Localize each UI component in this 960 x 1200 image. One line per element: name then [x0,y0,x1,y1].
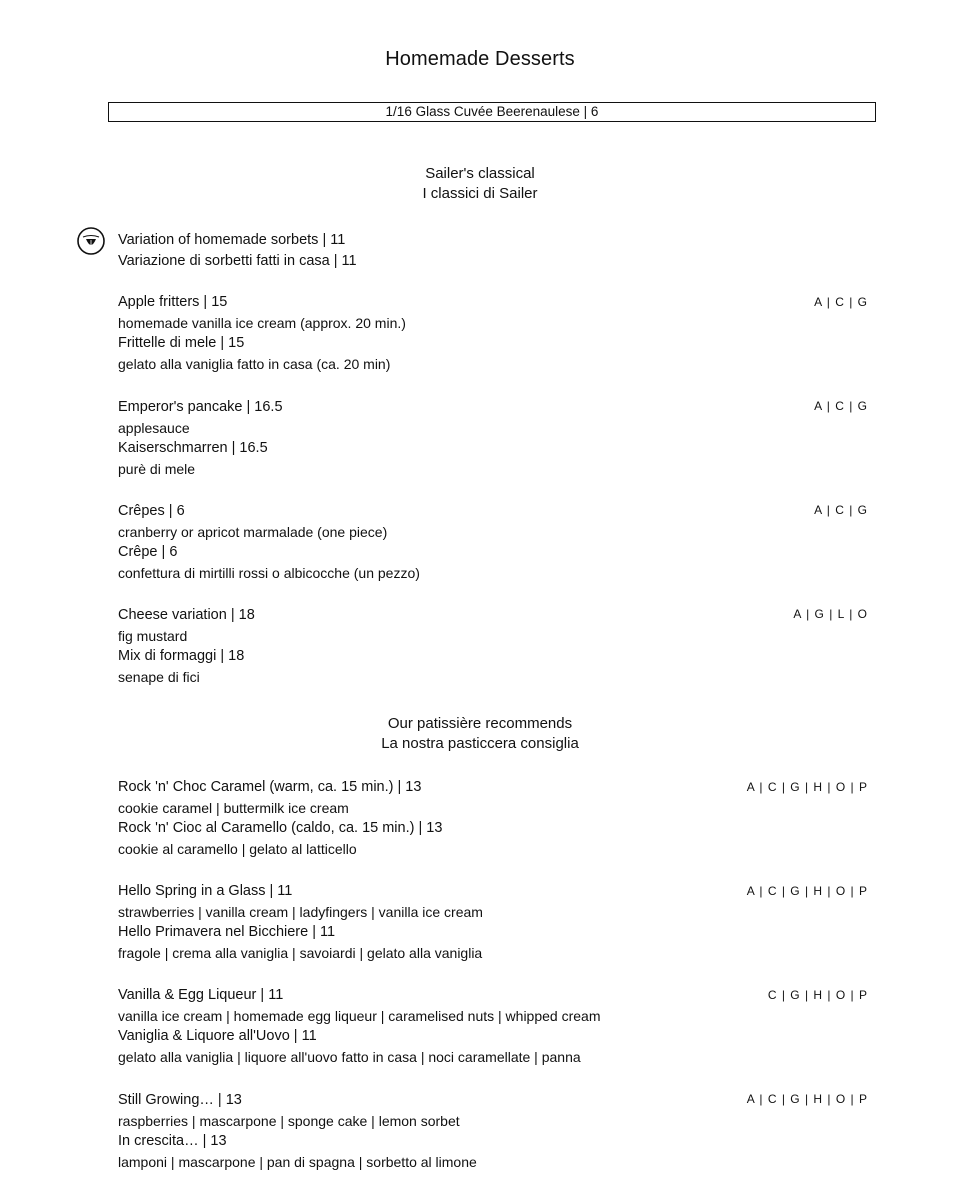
allergen-codes: A | G | L | O [793,607,868,621]
menu-item-emperors-pancake [118,397,868,479]
item-desc-en: cranberry or apricot marmalade (one piece) [118,523,388,540]
allergen-codes: A | C | G [814,503,868,517]
page-title: Homemade Desserts [385,48,575,70]
item-desc-it: confettura di mirtilli rossi o albicocche (un pezzo) [118,564,420,581]
item-name-en: Apple fritters | 15 [118,294,228,310]
item-name-en: Still Growing… | 13 [118,1092,242,1108]
item-desc-en: fig mustard [118,627,188,644]
wine-pairing-box: 1/16 Glass Cuvée Beerenaulese | 6 [108,102,876,122]
item-desc-it: gelato alla vaniglia fatto in casa (ca. 20 min) [118,355,391,372]
item-name-it: Frittelle di mele | 15 [118,335,245,351]
item-desc-it: fragole | crema alla vaniglia | savoiardi | gelato alla vaniglia [118,944,483,961]
item-desc-en: applesauce [118,419,190,436]
menu-item-vanilla-egg-liqueur [118,985,868,1067]
menu-item-apple-fritters [118,292,868,374]
vegan-leaf-icon [76,226,106,256]
allergen-codes: A | C | G | H | O | P [746,780,868,794]
allergen-codes: A | C | G [814,399,868,413]
item-name-it: Crêpe | 6 [118,544,178,560]
item-desc-en: raspberries | mascarpone | sponge cake | lemon sorbet [118,1112,460,1129]
item-name-it: Rock 'n' Cioc al Caramello (caldo, ca. 15 min.) | 13 [118,820,443,836]
allergen-codes: C | G | H | O | P [767,988,868,1002]
allergen-codes: A | C | G [814,295,868,309]
item-desc-en: cookie caramel | buttermilk ice cream [118,799,349,816]
item-name-en: Emperor's pancake | 16.5 [118,399,283,415]
section-heading-it: I classici di Sailer [422,185,538,202]
section-heading-en: Sailer's classical [425,165,535,182]
item-name-it: Mix di formaggi | 18 [118,648,245,664]
menu-item-sorbets [118,230,868,271]
item-name-it: Variazione di sorbetti fatti in casa | 11 [118,252,357,269]
item-name-en: Variation of homemade sorbets | 11 [118,232,346,248]
allergen-codes: A | C | G | H | O | P [746,1092,868,1106]
item-name-it: Vaniglia & Liquore all'Uovo | 11 [118,1028,317,1044]
item-desc-it: cookie al caramello | gelato al latticello [118,840,357,857]
item-desc-en: vanilla ice cream | homemade egg liqueur | caramelised nuts | whipped cream [118,1007,601,1024]
section-heading-patissiere [0,714,960,754]
item-name-it: Kaiserschmarren | 16.5 [118,440,268,456]
menu-item-cheese-variation [118,605,868,687]
item-desc-it: lamponi | mascarpone | pan di spagna | sorbetto al limone [118,1153,477,1170]
section-heading-en: Our patissière recommends [387,715,573,732]
section-heading-it: La nostra pasticcera consiglia [381,735,579,752]
item-desc-it: senape di fici [118,668,200,685]
item-name-en: Cheese variation | 18 [118,607,255,623]
item-desc-en: strawberries | vanilla cream | ladyfingers | vanilla ice cream [118,903,483,920]
item-name-en: Hello Spring in a Glass | 11 [118,883,293,899]
item-name-it: In crescita… | 13 [118,1133,227,1149]
item-desc-it: gelato alla vaniglia | liquore all'uovo fatto in casa | noci caramellate | panna [118,1048,581,1065]
item-name-en: Rock 'n' Choc Caramel (warm, ca. 15 min.) | 13 [118,779,422,795]
allergen-codes: A | C | G | H | O | P [746,884,868,898]
item-name-en: Vanilla & Egg Liqueur | 11 [118,987,284,1003]
item-desc-en: homemade vanilla ice cream (approx. 20 min.) [118,314,406,331]
item-name-it: Hello Primavera nel Bicchiere | 11 [118,924,336,940]
item-desc-it: purè di mele [118,460,196,477]
section-heading-classics [0,164,960,204]
item-name-en: Crêpes | 6 [118,503,185,519]
menu-item-crepes [118,501,868,583]
